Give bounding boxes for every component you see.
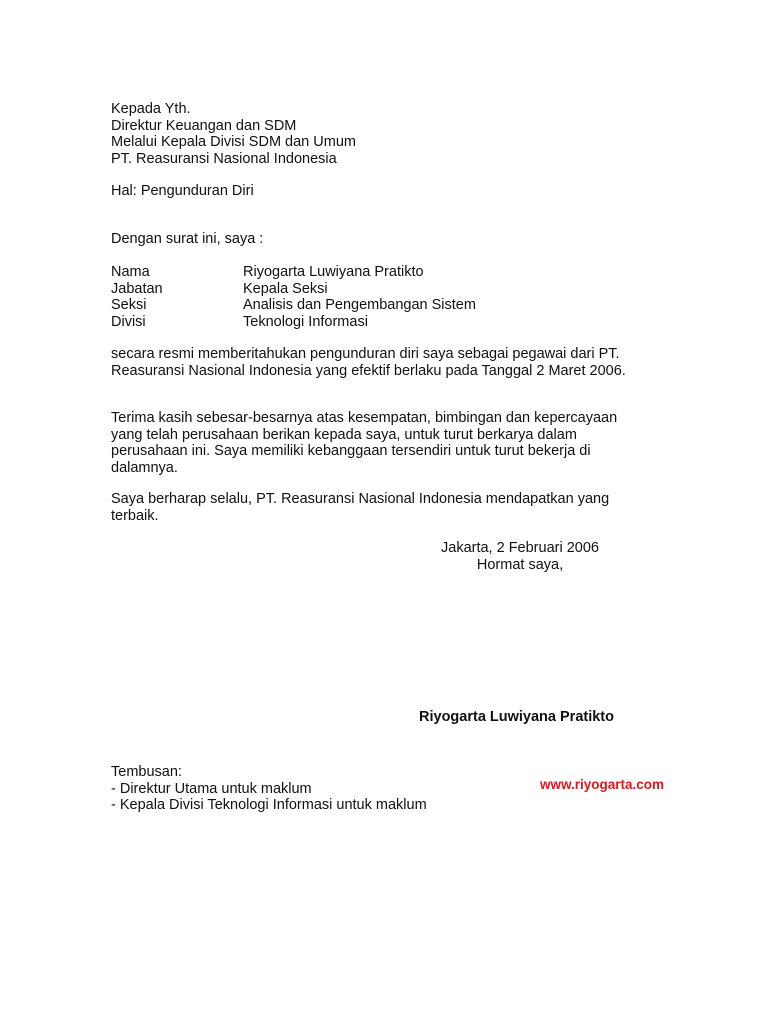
detail-value: Riyogarta Luwiyana Pratikto [243,264,424,280]
subject-text: Hal: Pengunduran Diri [111,183,254,199]
detail-row-position [111,281,476,298]
cc-item: - Kepala Divisi Teknologi Informasi untuk maklum [111,797,427,813]
detail-label: Nama [111,264,150,280]
recipient-title: Direktur Keuangan dan SDM [111,117,297,134]
detail-label: Jabatan [111,280,163,297]
signer-name: Riyogarta Luwiyana Pratikto [419,709,614,725]
detail-row-section [111,297,476,314]
cc-item: - Direktur Utama untuk maklum [111,780,312,797]
closing-block [420,540,620,573]
detail-value: Teknologi Informasi [243,313,368,330]
opening-text: Dengan surat ini, saya : [111,231,264,247]
resignation-paragraph [111,346,651,379]
detail-value: Analisis dan Pengembangan Sistem [243,297,476,313]
cc-title: Tembusan: [111,764,182,780]
opening-line [111,231,263,248]
subject-line [111,183,254,200]
place-date: Jakarta, 2 Februari 2006 [441,540,599,556]
gratitude-paragraph [111,410,651,476]
wishes-paragraph [111,491,651,524]
detail-row-division [111,314,476,331]
detail-label: Divisi [111,313,146,330]
website-watermark: www.riyogarta.com [540,777,665,792]
recipient-via: Melalui Kepala Divisi SDM dan Umum [111,134,356,150]
regards: Hormat saya, [476,556,564,573]
recipient-greeting: Kepada Yth. [111,101,191,117]
detail-label: Seksi [111,297,147,313]
paragraph-text: Saya berharap selalu, PT. Reasuransi Nasional Indonesia mendapatkan yang terbaik. [111,491,610,524]
employee-details [111,264,476,330]
paragraph-text: Terima kasih sebesar-besarnya atas kesempatan, bimbingan dan kepercayaan yang telah perusahaan berikan kepada saya, untuk turut berkarya dalam perusahaan ini. Saya memiliki kebanggaan tersendiri untuk turut bekerja di dalamnya. [111,410,618,476]
carbon-copy-block [111,764,427,814]
recipient-block [111,101,356,167]
paragraph-text: secara resmi memberitahukan pengunduran diri saya sebagai pegawai dari PT. Reasuransi Nasional Indonesia yang efektif berlaku pada Tanggal 2 Maret 2006. [111,346,626,379]
detail-value: Kepala Seksi [243,280,328,297]
recipient-company: PT. Reasuransi Nasional Indonesia [111,150,337,167]
detail-row-name [111,264,476,281]
